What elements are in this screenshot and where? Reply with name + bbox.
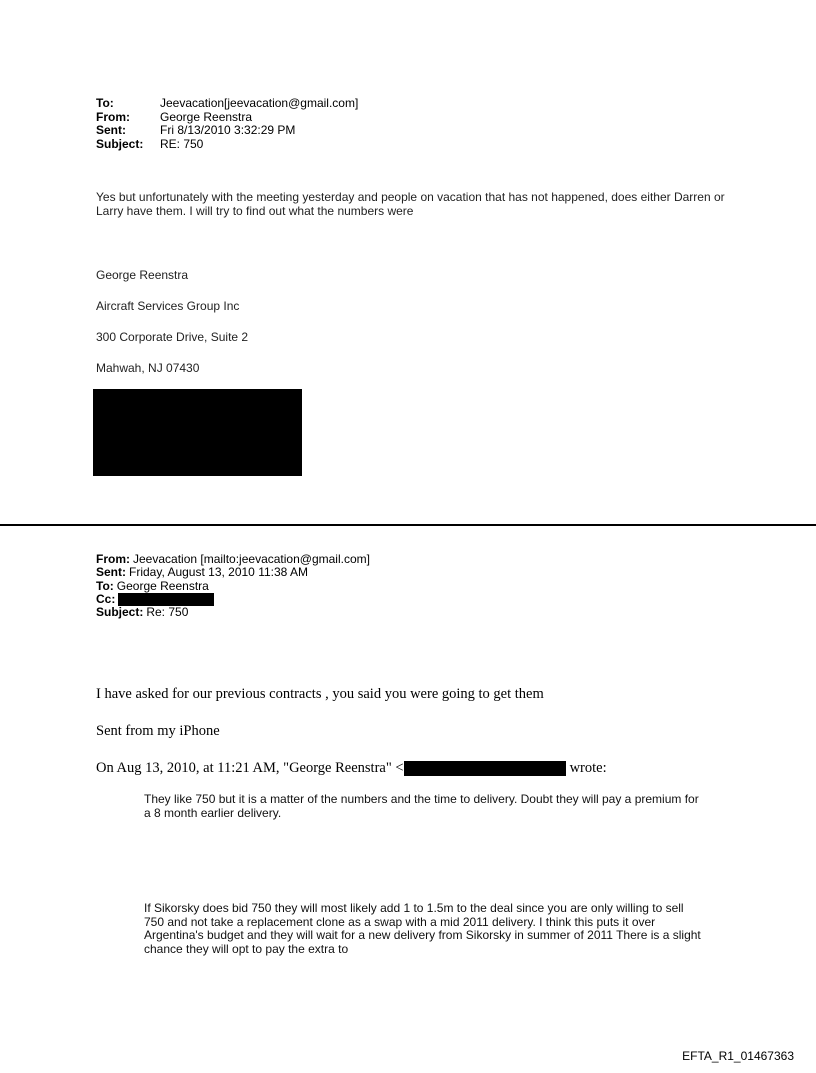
original-sent-value: Friday, August 13, 2010 11:38 AM — [129, 565, 309, 580]
reply-body: Yes but unfortunately with the meeting yesterday and people on vacation that has not happened, does either Darren or Larry have them. I will try to find out what the numbers were — [96, 190, 725, 218]
cc-redaction — [118, 593, 214, 606]
quoted-para2: If Sikorsky does bid 750 they will most likely add 1 to 1.5m to the deal since you are only willing to sell 750 and not take a replacement clone as a swap with a mid 2011 delivery. I think this puts it over Argentina's budget and they will wait for a new delivery from Sikorsky in summer of 2011 There is a slight chance they will opt to pay the extra to — [144, 901, 701, 956]
document-id: EFTA_R1_01467363 — [682, 1049, 794, 1063]
original-header — [96, 553, 370, 619]
original-cc-row — [96, 593, 370, 606]
redaction-block — [93, 389, 302, 476]
original-subject-label: Subject: — [96, 605, 144, 620]
header-sent-row — [96, 124, 358, 138]
subject-label: Subject: — [96, 136, 144, 151]
signature-address1: 300 Corporate Drive, Suite 2 — [96, 330, 249, 344]
email-header — [96, 97, 358, 151]
original-subject-row — [96, 606, 370, 619]
separator-line — [0, 524, 816, 526]
quoted-para1: They like 750 but it is a matter of the numbers and the time to delivery. Doubt they will pay a premium for a 8 month earlier delivery. — [144, 792, 699, 820]
to-value: Jeevacation[jeevacation@gmail.com] — [160, 96, 359, 110]
quote-intro-after: wrote: — [569, 760, 607, 776]
to-label: To: — [96, 96, 114, 110]
original-from-row — [96, 553, 370, 566]
original-to-value: George Reenstra — [116, 578, 209, 593]
sent-value: Fri 8/13/2010 3:32:29 PM — [160, 123, 296, 137]
quote-intro-before: On Aug 13, 2010, at 11:21 AM, "George Reenstra" < — [96, 760, 404, 776]
original-from-value: Jeevacation [mailto:jeevacation@gmail.com] — [133, 552, 370, 566]
email-redaction — [404, 761, 566, 776]
original-from-label: From: — [96, 552, 130, 566]
header-from-row — [96, 111, 358, 125]
sent-label: Sent: — [96, 123, 126, 137]
signature-company: Aircraft Services Group Inc — [96, 299, 240, 313]
from-label: From: — [96, 109, 130, 124]
original-subject-value: Re: 750 — [146, 605, 189, 620]
subject-value: RE: 750 — [160, 136, 204, 151]
message-line1: I have asked for our previous contracts , you said you were going to get them — [96, 686, 544, 702]
original-to-label: To: — [96, 578, 114, 593]
header-subject-row — [96, 138, 358, 152]
message-line2: Sent from my iPhone — [96, 723, 220, 739]
original-sent-label: Sent: — [96, 565, 126, 580]
header-to-row — [96, 97, 358, 111]
quote-intro — [96, 760, 607, 777]
original-cc-label: Cc: — [96, 591, 116, 606]
from-value: George Reenstra — [160, 109, 253, 124]
original-sent-row — [96, 566, 370, 579]
signature-name: George Reenstra — [96, 268, 189, 282]
original-to-row — [96, 580, 370, 593]
signature-address2: Mahwah, NJ 07430 — [96, 361, 200, 375]
